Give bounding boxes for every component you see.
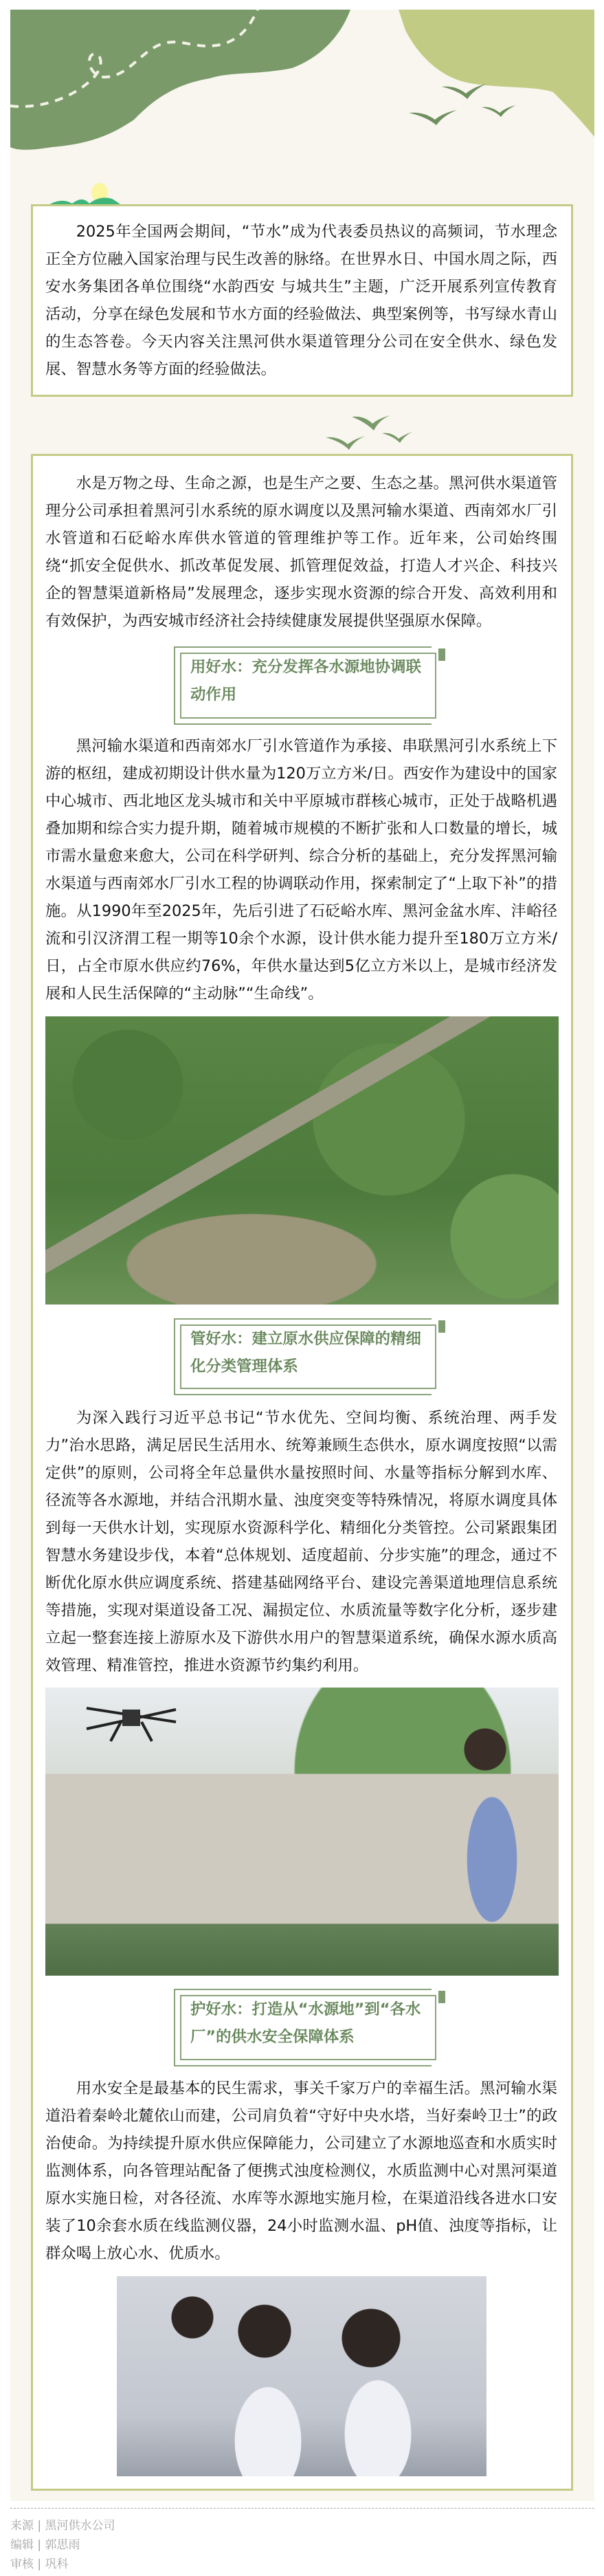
section-heading-text: 用好水：充分发挥各水源地协调联动作用 [190, 658, 421, 703]
water-lab-photo [117, 2276, 486, 2476]
birds-divider-icon [323, 413, 419, 451]
section-heading-protect-water [174, 1989, 432, 2066]
drone-inspection-photo [45, 1688, 559, 1976]
overview-paragraph: 水是万物之母、生命之源，也是生产之要、生态之基。黑河供水渠道管理分公司承担着黑河引水系统的原水调度以及黑河输水渠道、西南郊水厂引水管道和石砭峪水库供水管道的管理维护等工作。近年来，公司始终围绕“抓安全促供水、抓改革促发展、抓管理促效益，打造人才兴企、科技兴企的智慧渠道新格局”发展理念，逐步实现水资源的综合开发、高效利用和有效保护，为西安城市经济社会持续健康发展提供坚强原水保障。 [45, 474, 557, 630]
section-paragraph: 为深入践行习近平总书记“节水优先、空间均衡、系统治理、两手发力”治水思路，满足居民生活用水、统筹兼顾生态供水，原水调度按照“以需定供”的原则，公司将全年总量供水量按照时间、水量等指标分解到水库、径流等各水源地，并结合汛期水量、浊度突变等特殊情况，将原水调度具体到每一天供水计划，实现原水资源科学化、精细化分类管控。公司紧跟集团智慧水务建设步伐，本着“总体规划、适度超前、分步实施”的理念，通过不断优化原水供应调度系统、搭建基础网络平台、建设完善渠道地理信息系统等措施，实现对渠道设备工况、漏损定位、水质流量等数字化分析，逐步建立起一整套连接上游原水及下游供水用户的智慧渠道系统，确保水源水质高效管理、精准管控，推进水资源节约集约利用。 [45, 1409, 557, 1674]
header-illustration [10, 10, 594, 216]
heading-accent-square [438, 1991, 445, 2003]
birds-icon [409, 84, 516, 125]
section-heading-text: 管好水：建立原水供应保障的精细化分类管理体系 [190, 1330, 421, 1375]
drone-icon [73, 1701, 190, 1743]
canal-aqueduct-photo [45, 1016, 559, 1305]
section-heading-manage-water [174, 1318, 432, 1395]
section-paragraph: 用水安全是最基本的民生需求，事关千家万户的幸福生活。黑河输水渠道沿着秦岭北麓依山而建，公司肩负着“守好中央水塔，当好秦岭卫士”的政治使命。为持续提升原水供应保障能力，公司建立了水源地巡查和水质实时监测体系，向各管理站配备了便携式浊度检测仪，水质监测中心对黑河渠道原水实施日检，对各径流、水库等水源地实施月检，在渠道沿线各进水口安装了10余套水质在线监测仪器，24小时监测水温、pH值、浊度等指标，让群众喝上放心水、优质水。 [45, 2080, 557, 2262]
heading-accent-square [438, 648, 445, 661]
footer-editor: 编辑 | 郭思雨 [10, 2538, 80, 2552]
footer-divider [10, 2508, 594, 2509]
footer-reviewer: 审核 | 巩科 [10, 2557, 69, 2571]
green-watercolor-blob [10, 10, 350, 150]
heading-accent-square [438, 1320, 445, 1333]
section-heading-use-water [174, 646, 432, 725]
section-paragraph: 黑河输水渠道和西南郊水厂引水管道作为承接、串联黑河引水系统上下游的枢纽，建成初期设计供水量为120万立方米/日。西安作为建设中的国家中心城市、西北地区龙头城市和关中平原城市群核心城市，正处于战略机遇叠加期和综合实力提升期，随着城市规模的不断扩张和人口数量的增长，城市需水量愈来愈大，公司在科学研判、综合分析的基础上，充分发挥黑河输水渠道与西南郊水厂引水工程的协调联动作用，探索制定了“上取下补”的措施。从1990年至2025年，先后引进了石砭峪水库、黑河金盆水库、沣峪径流和引汉济渭工程一期等10余个水源，设计供水能力提升至180万立方米/日，占全市原水供应约76%，年供水量达到5亿立方米以上，是城市经济发展和人民生活保障的“主动脉”“生命线”。 [45, 737, 557, 1003]
intro-paragraph: 2025年全国两会期间，“节水”成为代表委员热议的高频词，节水理念正全方位融入国家治理与民生改善的脉络。在世界水日、中国水周之际，西安水务集团各单位围绕“水韵西安 与城共生”主题，广泛开展系列宣传教育活动，分享在绿色发展和节水方面的经验做法、典型案例等，书写绿水青山的生态答卷。今天内容关注黑河供水渠道管理分公司在安全供水、绿色发展、智慧水务等方面的经验做法。 [45, 223, 557, 378]
section-heading-text: 护好水：打造从“水源地”到“各水厂”的供水安全保障体系 [190, 2000, 421, 2046]
footer-source: 来源 | 黑河供水公司 [10, 2519, 115, 2533]
